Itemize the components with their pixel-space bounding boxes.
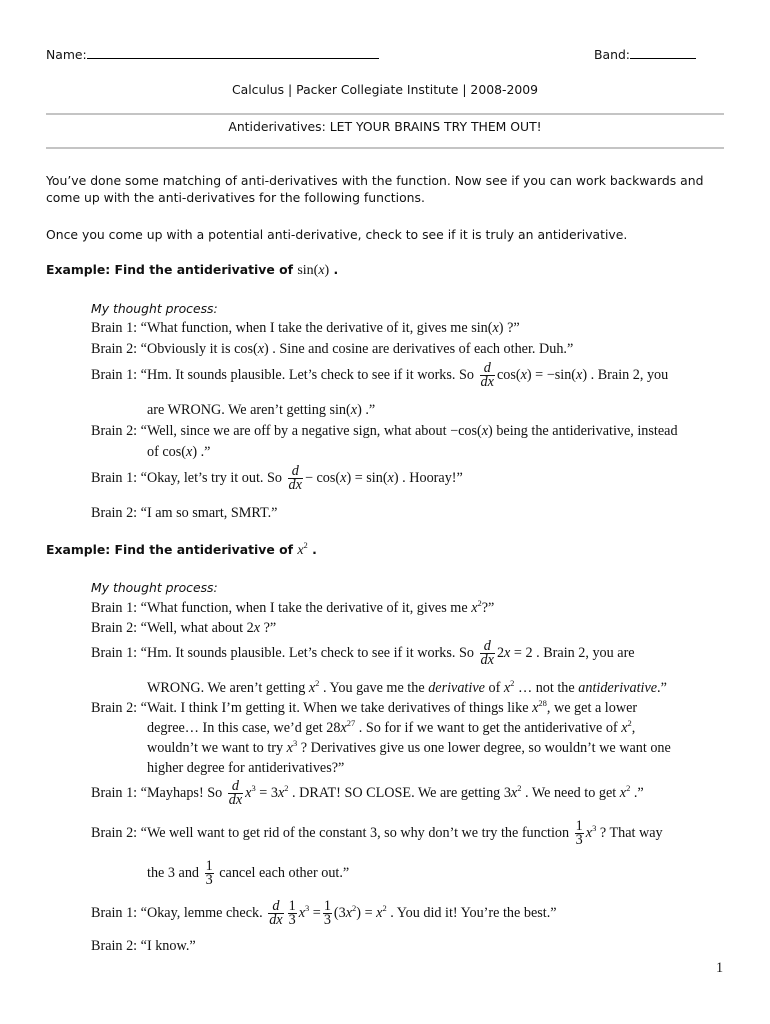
band-blank: [630, 46, 696, 59]
intro-paragraph-line1: You’ve done some matching of anti-derivatives with the function. Now see if you can work backwards and: [46, 173, 704, 188]
example1-line5: Brain 2: “Well, since we are off by a negative sign, what about −cos(x) being the antiderivative, instead: [91, 423, 678, 439]
example2-line4: WRONG. We aren’t getting $x^2$ . You gave me the derivative of $x^2$ … not the antiderivative.”: [147, 678, 667, 696]
d-dx-fraction: $\frac{d}{dx}$: [228, 778, 243, 808]
bottom-rule: [46, 147, 724, 149]
example2-line1: Brain 1: “What function, when I take the derivative of it, gives me $x^2$?”: [91, 598, 495, 616]
example2-heading: Example: Find the antiderivative of $x^2$ .: [46, 540, 317, 558]
d-dx-fraction: $\frac{d}{dx}$: [480, 360, 494, 390]
worksheet-title: Antiderivatives: LET YOUR BRAINS TRY THEM OUT!: [228, 119, 542, 134]
example2-line2: Brain 2: “Well, what about 2x ?”: [91, 620, 277, 636]
example2-line9: Brain 1: “Mayhaps! So $\frac{d}{dx}$ $x^3 = 3x^2$ . DRAT! SO CLOSE. We are getting $3x^2$ . We need to get $x^2$ .”: [91, 778, 644, 808]
example2-process-label: My thought process:: [91, 580, 218, 595]
example2-line12: Brain 1: “Okay, lemme check. $\frac{d}{dx}$ $\frac{1}{3}$ $x^3$ = $\frac{1}{3}$ $(3x^2) = x^2$ . You did it! You’re the best.”: [91, 898, 557, 928]
example1-line4: are WRONG. We aren’t getting sin(x) .”: [147, 402, 376, 418]
name-label: Name:: [46, 47, 87, 62]
band-label: Band:: [594, 47, 630, 62]
example2-line7: wouldn’t we want to try $x^3$ ? Derivatives give us one lower degree, so wouldn’t we want one: [147, 738, 671, 756]
example1-heading: Example: Find the antiderivative of sin(x) .: [46, 262, 339, 278]
course-line: Calculus | Packer Collegiate Institute | 2008-2009: [232, 82, 538, 97]
d-dx-fraction: $\frac{d}{dx}$: [480, 638, 494, 668]
example2-line8: higher degree for antiderivatives?”: [147, 760, 345, 776]
one-third-fraction: $\frac{1}{3}$: [575, 818, 583, 848]
example1-process-label: My thought process:: [91, 301, 218, 316]
page-number: 1: [716, 960, 724, 976]
one-third-fraction: $\frac{1}{3}$: [323, 898, 331, 928]
intro-paragraph-2: Once you come up with a potential anti-derivative, check to see if it is truly an antiderivative.: [46, 227, 628, 242]
top-rule: [46, 113, 724, 115]
name-field-row: [46, 46, 379, 62]
d-dx-fraction: $\frac{d}{dx}$: [269, 898, 283, 928]
example1-line6: of cos(x) .”: [147, 444, 211, 460]
example2-line11: the 3 and $\frac{1}{3}$ cancel each other out.”: [147, 858, 350, 888]
example2-line10: Brain 2: “We well want to get rid of the constant 3, so why don’t we try the function $\frac{1}{3}$ $x^3$ ? That way: [91, 818, 663, 848]
name-blank: [87, 46, 379, 59]
example2-line3: Brain 1: “Hm. It sounds plausible. Let’s check to see if it works. So $\frac{d}{dx}$ 2x = 2 . Brain 2, you are: [91, 638, 635, 668]
band-field-row: [594, 46, 696, 62]
example2-line6: degree… In this case, we’d get $28x^{27}$ . So for if we want to get the antiderivative of $x^2$,: [147, 718, 636, 736]
example2-line5: Brain 2: “Wait. I think I’m getting it. When we take derivatives of things like $x^{28}$, we get a lower: [91, 698, 638, 716]
example1-line8: Brain 2: “I am so smart, SMRT.”: [91, 505, 278, 521]
example1-line7: Brain 1: “Okay, let’s try it out. So $\frac{d}{dx}$ − cos(x) = sin(x) . Hooray!”: [91, 463, 463, 493]
example1-line1: Brain 1: “What function, when I take the derivative of it, gives me sin(x) ?”: [91, 320, 520, 336]
example2-line13: Brain 2: “I know.”: [91, 938, 196, 954]
one-third-fraction: $\frac{1}{3}$: [205, 858, 213, 888]
example1-line2: Brain 2: “Obviously it is cos(x) . Sine and cosine are derivatives of each other. Duh.”: [91, 341, 574, 357]
d-dx-fraction: $\frac{d}{dx}$: [288, 463, 302, 493]
example1-line3: Brain 1: “Hm. It sounds plausible. Let’s check to see if it works. So $\frac{d}{dx}$ cos(x) = −sin(x) . Brain 2, you: [91, 360, 669, 390]
intro-paragraph-line2: come up with the anti-derivatives for the following functions.: [46, 190, 425, 205]
one-third-fraction: $\frac{1}{3}$: [288, 898, 296, 928]
